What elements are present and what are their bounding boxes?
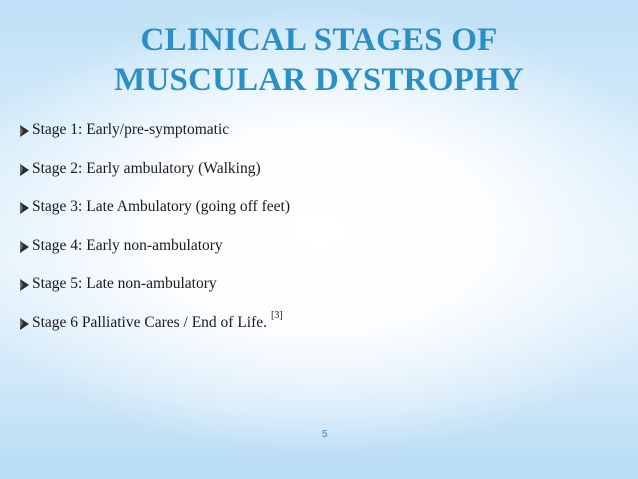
list-item: Stage 6 Palliative Cares / End of Life. [3] — [20, 314, 290, 353]
list-item-text: Stage 3: Late Ambulatory (going off feet) — [32, 198, 290, 215]
title-line-2: MUSCULAR DYSTROPHY — [114, 62, 524, 98]
list-item-text: Stage 5: Late non-ambulatory — [32, 275, 217, 292]
title-line-1: CLINICAL STAGES OF — [140, 22, 498, 58]
arrow-bullet-icon — [20, 125, 29, 137]
list-item-text: Stage 1: Early/pre-symptomatic — [32, 121, 230, 138]
arrow-bullet-icon — [20, 241, 29, 253]
slide-title — [0, 20, 638, 100]
list-item — [20, 160, 290, 199]
list-item — [20, 237, 290, 276]
arrow-bullet-icon — [20, 202, 29, 214]
arrow-bullet-icon — [20, 164, 29, 176]
list-item-text: Stage 4: Early non-ambulatory — [32, 236, 223, 254]
arrow-bullet-icon — [20, 318, 29, 330]
page-number: 5 — [322, 429, 328, 440]
list-item — [20, 275, 290, 314]
stages-list — [20, 121, 290, 352]
arrow-bullet-icon — [20, 279, 29, 291]
list-item-text: Stage 2: Early ambulatory (Walking) — [32, 159, 261, 177]
list-item — [20, 121, 290, 160]
list-item — [20, 198, 290, 237]
list-item-text: Stage 6 Palliative Cares / End of Life. — [32, 313, 268, 331]
